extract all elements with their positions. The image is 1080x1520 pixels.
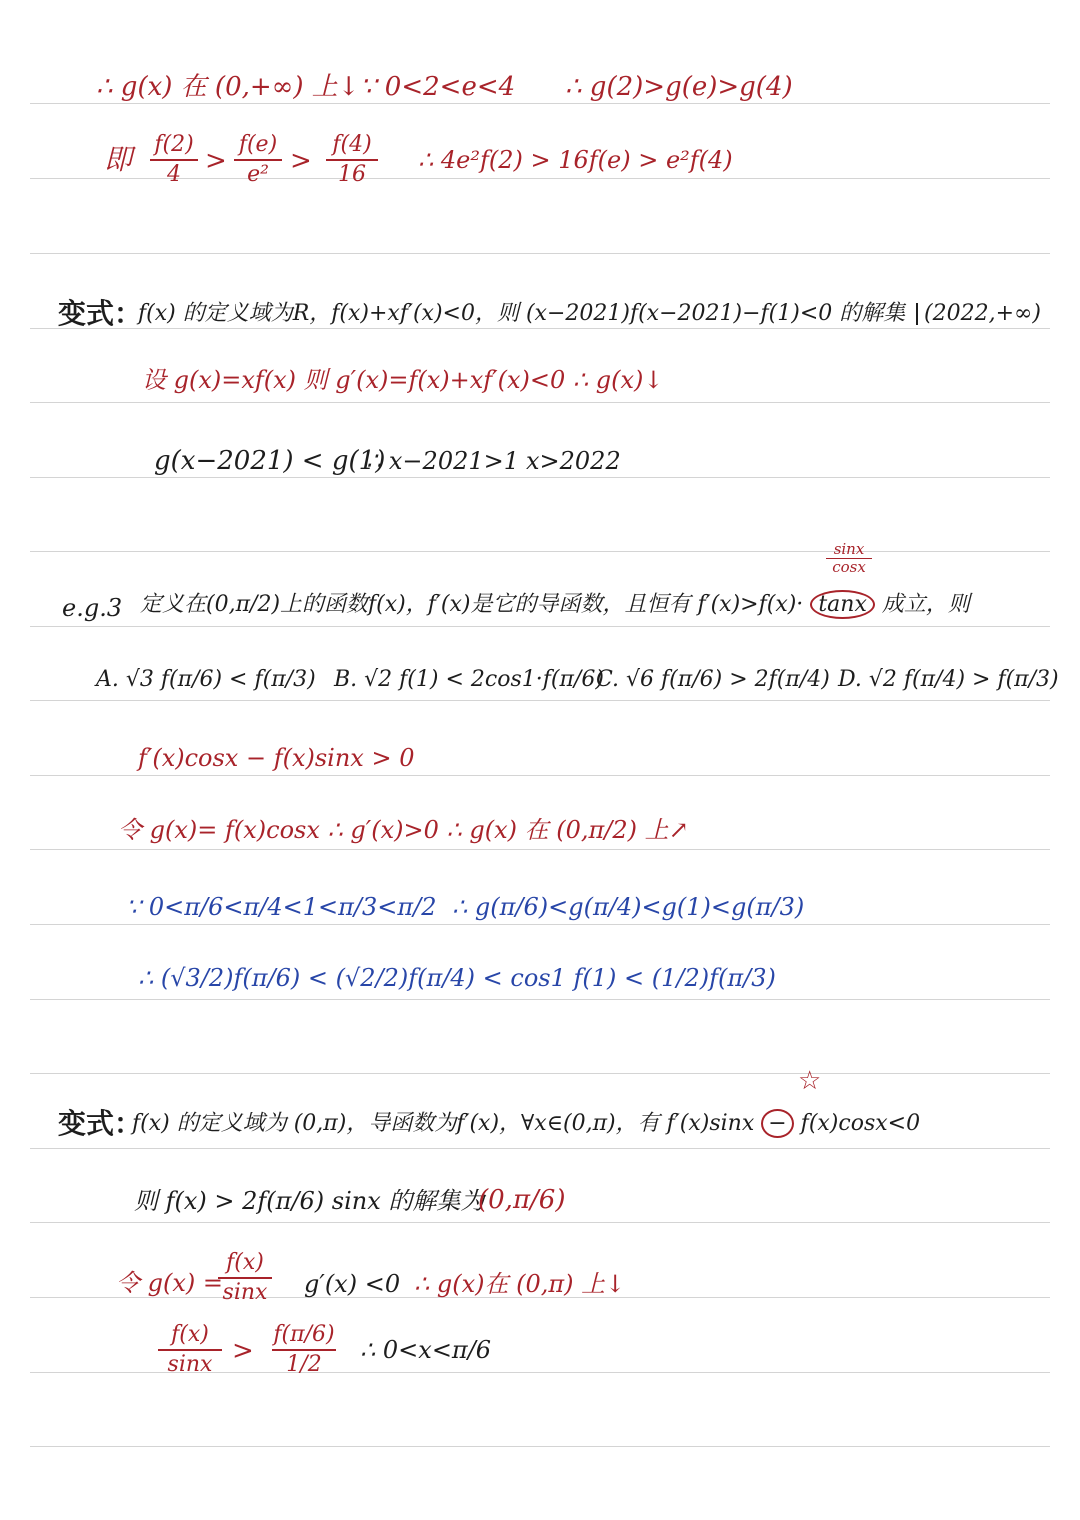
variant-label: 变式：: [58, 1107, 143, 1140]
problem-text-2: 成立，则: [881, 592, 970, 617]
numerator: f(e): [238, 132, 278, 157]
numerator: f(x): [171, 1322, 209, 1347]
solution-step-3-left: ∵ 0<π/6<π/4<1<π/3<π/2: [126, 893, 437, 921]
denominator: sinx: [222, 1280, 268, 1305]
fraction-bar: [158, 1349, 222, 1351]
ruled-line: [30, 626, 1050, 627]
option-b: B. √2 f(1) < 2cos1·f(π/6): [334, 667, 604, 692]
monotonic-statement: ∴ g(x) 在 (0,+∞) 上↓: [96, 72, 360, 102]
fraction-f4-over-16: [326, 134, 378, 186]
example-problem: [140, 594, 970, 616]
variant-problem: [132, 1113, 920, 1135]
ruled-line: [30, 999, 1050, 1000]
problem-text-1: f(x) 的定义域为 (0,π)，导函数为f′(x)，∀x∈(0,π)，有 f′(x)sinx: [132, 1111, 755, 1136]
variant-label: 变式：: [58, 297, 143, 330]
fraction-fe-over-e2: [234, 134, 282, 186]
fraction-bar: [326, 159, 378, 161]
numerator: f(2): [154, 132, 194, 157]
ordering-condition: ∵ 0<2<e<4: [360, 72, 516, 102]
denominator: 16: [338, 162, 366, 187]
numerator: f(4): [332, 132, 372, 157]
star-icon: ☆: [798, 1066, 822, 1096]
section1-conclusion: ∴ 4e²f(2) > 16f(e) > e²f(4): [418, 146, 733, 174]
gt-sign: >: [290, 146, 312, 176]
ruled-line: [30, 402, 1050, 403]
g-ordering: ∴ g(2)>g(e)>g(4): [565, 72, 793, 102]
numerator: f(x): [226, 1250, 264, 1275]
annotation-numerator: sinx: [833, 540, 865, 558]
ruled-line: [30, 551, 1050, 552]
solution-step-4: ∴ (√3/2)f(π/6) < (√2/2)f(π/4) < cos1 f(1) < (1/2)f(π/3): [138, 964, 776, 992]
ruled-line: [30, 103, 1050, 104]
ruled-line: [30, 700, 1050, 701]
tan-annotation: [826, 542, 872, 575]
fraction-bar: [218, 1277, 272, 1279]
annotation-denominator: cosx: [832, 558, 866, 576]
denominator: sinx: [167, 1352, 213, 1377]
fraction-bar: [150, 159, 198, 161]
example-label: e.g.3: [62, 594, 123, 622]
fraction-bar: [234, 159, 282, 161]
variant-setup: 设 g(x)=xf(x) 则 g′(x)=f(x)+xf′(x)<0 ∴ g(x)↓: [142, 366, 664, 394]
numerator: f(π/6): [273, 1322, 335, 1347]
variant-problem: f(x) 的定义域为R，f(x)+xf′(x)<0，则 (x−2021)f(x−2021)−f(1)<0 的解集: [138, 301, 906, 326]
variant-question: 则 f(x) > 2f(π/6) sinx 的解集为: [134, 1187, 485, 1215]
denominator: 4: [167, 162, 181, 187]
fraction-bar: [272, 1349, 336, 1351]
ruled-line: [30, 849, 1050, 850]
gt-sign: >: [205, 146, 227, 176]
tanx-circled: tanx: [810, 590, 875, 619]
denominator: 1/2: [286, 1352, 322, 1377]
gt-sign: >: [232, 1336, 254, 1366]
variant-answer: (0,π/6): [478, 1185, 566, 1215]
fraction-f2-over-4: [150, 134, 198, 186]
problem-text-1: 定义在(0,π/2)上的函数f(x)，f′(x)是它的导函数，且恒有 f′(x)>f(x)·: [140, 592, 804, 617]
minus-circled: −: [761, 1109, 793, 1138]
solution-step-1: f′(x)cosx − f(x)sinx > 0: [138, 744, 415, 772]
ruled-line: [30, 1073, 1050, 1074]
variant-step: ∴ x−2021>1: [366, 447, 519, 475]
ruled-line: [30, 328, 1050, 329]
g-derivative: g′(x) <0: [304, 1270, 401, 1298]
g-monotonic: ∴ g(x)在 (0,π) 上↓: [414, 1270, 626, 1298]
option-a: A. √3 f(π/6) < f(π/3): [96, 667, 316, 692]
denominator: e²: [247, 162, 269, 187]
solution-interval: ∴ 0<x<π/6: [360, 1336, 492, 1364]
ruled-line: [30, 1148, 1050, 1149]
solution-step-2: 令 g(x)= f(x)cosx ∴ g′(x)>0 ∴ g(x) 在 (0,π/2) 上↗: [118, 816, 689, 844]
ineq-left-fraction: [158, 1324, 222, 1376]
variant-result: x>2022: [526, 447, 621, 475]
ruled-line: [30, 1446, 1050, 1447]
g-definition-prefix: 令 g(x) =: [116, 1269, 223, 1297]
ineq-right-fraction: [272, 1324, 336, 1376]
ruled-line: [30, 1222, 1050, 1223]
prefix-ji: 即: [104, 143, 133, 176]
variant-answer: (2022,+∞): [916, 303, 1041, 325]
ruled-line: [30, 775, 1050, 776]
ruled-line: [30, 924, 1050, 925]
solution-step-3-right: ∴ g(π/6)<g(π/4)<g(1)<g(π/3): [452, 893, 805, 921]
variant-compare: g(x−2021) < g(1): [154, 446, 386, 476]
ruled-line: [30, 477, 1050, 478]
option-c: C. √6 f(π/6) > 2f(π/4): [596, 667, 830, 692]
problem-text-2: f(x)cosx<0: [800, 1111, 921, 1136]
g-definition-fraction: [218, 1252, 272, 1304]
option-d: D. √2 f(π/4) > f(π/3): [838, 667, 1059, 692]
ruled-line: [30, 253, 1050, 254]
